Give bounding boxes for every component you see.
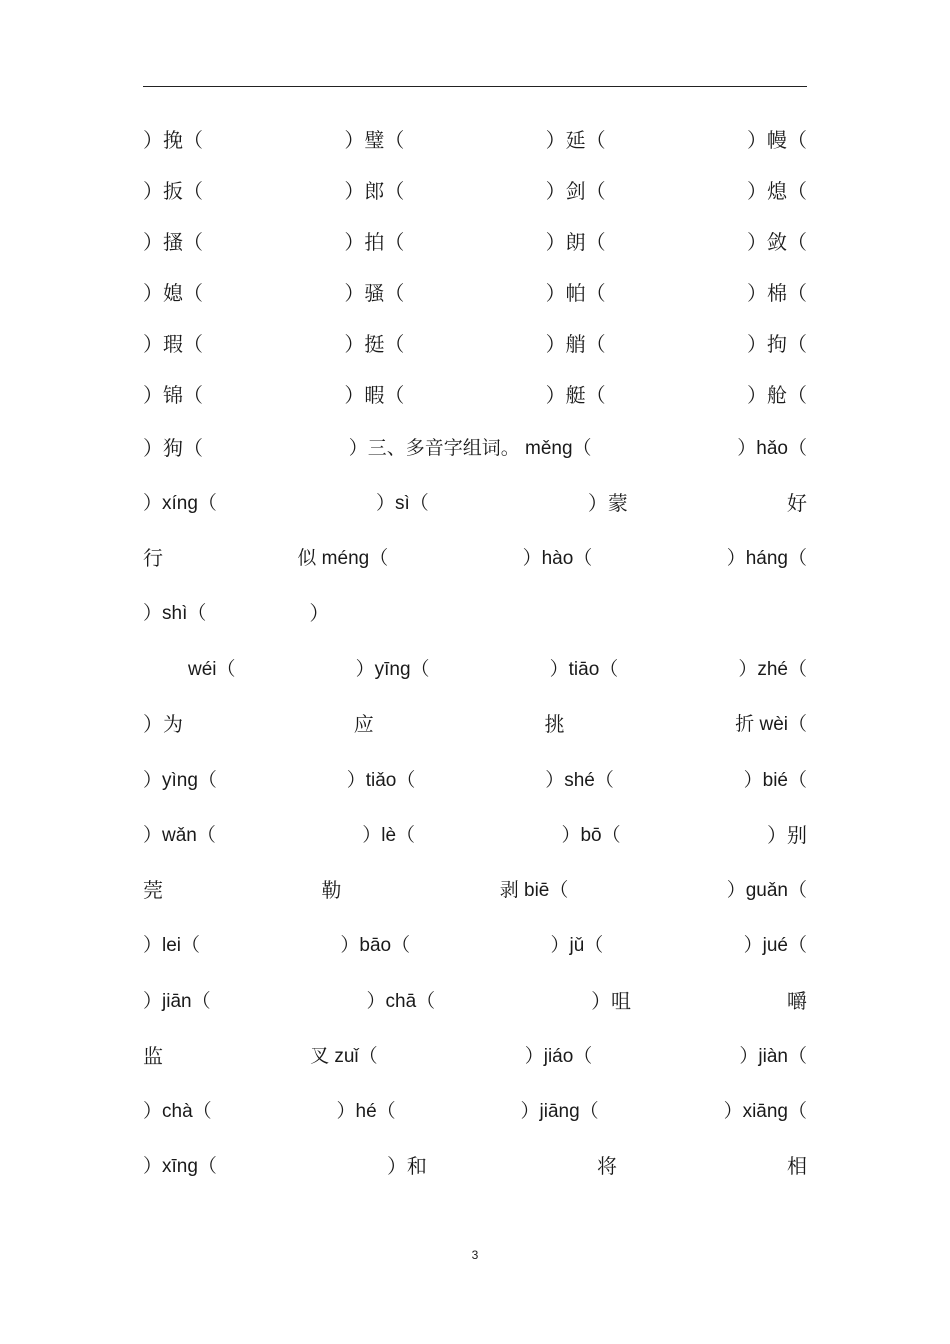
entry: ）zhé（: [738, 658, 807, 680]
entry: ）瑕（: [143, 331, 203, 356]
entry: ）咀: [591, 988, 632, 1013]
entry: ）帕（: [545, 280, 606, 305]
entry: ）郎（: [344, 178, 405, 203]
entry: ）lei（: [143, 934, 201, 956]
entry: ）yīng（: [355, 658, 430, 680]
entry: ）舱（: [746, 382, 807, 407]
entry: ）骚（: [344, 280, 405, 305]
entry: ）bié（: [743, 769, 807, 791]
entry: ）jiáo（: [524, 1045, 593, 1067]
entry: 折 wèi（: [735, 713, 807, 735]
entry: ）jǔ（: [550, 934, 604, 956]
entry: 莞: [143, 877, 163, 902]
entry: ）延（: [545, 127, 606, 152]
entry: ）狗（: [143, 435, 203, 460]
entry: ）璧（: [344, 127, 405, 152]
entry: ）tiǎo（: [346, 769, 416, 791]
entry: ）chà（: [143, 1100, 212, 1122]
text-line-19: [143, 1094, 807, 1124]
entry: ）为: [143, 711, 183, 736]
text-line-2: [143, 174, 807, 204]
text-line-1: [143, 123, 807, 153]
entry: ）háng（: [726, 547, 807, 569]
text-line-8: [143, 486, 807, 516]
entry: ）剑（: [545, 178, 606, 203]
entry: ）jué（: [743, 934, 807, 956]
text-line-15: [143, 873, 807, 903]
text-line-7: [143, 431, 807, 461]
entry: ）hé（: [336, 1100, 396, 1122]
text-line-16: [143, 928, 807, 958]
entry: ）幔（: [746, 127, 807, 152]
entry: ）sì（: [376, 492, 429, 514]
page-number: 3: [471, 1248, 479, 1262]
entry: ）: [309, 600, 330, 625]
text-line-14: [143, 818, 807, 848]
entry: ）lè（: [362, 824, 416, 846]
entry: 挑: [544, 711, 565, 736]
entry: 相: [786, 1153, 807, 1178]
entry: ）暇（: [344, 382, 405, 407]
entry: ）挺（: [344, 331, 405, 356]
text-line-6: [143, 378, 807, 408]
entry: ）yìng（: [143, 769, 217, 791]
entry: 行: [143, 545, 163, 570]
entry: ）chā（: [366, 990, 436, 1012]
text-line-4: [143, 276, 807, 306]
entry: ）别: [766, 822, 807, 847]
text-line-9: [143, 541, 807, 571]
text-line-13: [143, 763, 807, 793]
entry: 叉 zuǐ（: [310, 1045, 378, 1067]
entry: 好: [786, 490, 807, 515]
entry: ）hào（: [522, 547, 593, 569]
entry: ）锦（: [143, 382, 203, 407]
entry: ）tiāo（: [549, 658, 619, 680]
entry: 监: [143, 1043, 163, 1068]
entry: ）艇（: [545, 382, 606, 407]
text-line-17: [143, 984, 807, 1014]
entry: ）搔（: [143, 229, 203, 254]
entry: ）wǎn（: [143, 824, 216, 846]
entry: ）xīng（: [143, 1155, 217, 1177]
entry: ）bāo（: [340, 934, 411, 956]
entry: ）xiāng（: [723, 1100, 807, 1122]
entry: ）shé（: [545, 769, 614, 791]
entry: wéi（: [188, 658, 236, 680]
header-rule: [143, 86, 807, 87]
text-line-5: [143, 327, 807, 357]
text-line-20: [143, 1149, 807, 1179]
entry: ）guǎn（: [726, 879, 807, 901]
entry: ）shì（: [143, 602, 207, 624]
entry: ）朗（: [545, 229, 606, 254]
entry: 嚼: [786, 988, 807, 1013]
entry: ）敛（: [746, 229, 807, 254]
text-line-12: [143, 707, 807, 737]
text-line-11: [188, 652, 807, 682]
entry: ）拘（: [746, 331, 807, 356]
entry: ）熄（: [746, 178, 807, 203]
entry: ）艄（: [545, 331, 606, 356]
text-line-10: [143, 596, 807, 626]
entry: 剥 biē（: [499, 879, 569, 901]
entry: 将: [596, 1153, 617, 1178]
entry: ）拍（: [344, 229, 405, 254]
entry: ）媳（: [143, 280, 203, 305]
entry: ）扳（: [143, 178, 203, 203]
entry: 勒: [321, 877, 342, 902]
section-heading-polyphone: ）三、多音字组词。 měng（: [348, 437, 592, 459]
entry: ）xíng（: [143, 492, 217, 514]
entry: ）蒙: [587, 490, 628, 515]
entry: 应: [353, 711, 374, 736]
entry: ）hǎo（: [737, 437, 807, 459]
entry: ）和: [386, 1153, 427, 1178]
entry: ）jiān（: [143, 990, 211, 1012]
text-line-18: [143, 1039, 807, 1069]
entry: 似 méng（: [297, 547, 389, 569]
entry: ）jiàn（: [739, 1045, 807, 1067]
entry: ）挽（: [143, 127, 203, 152]
entry: ）bō（: [561, 824, 621, 846]
entry: ）棉（: [746, 280, 807, 305]
entry: ）jiāng（: [520, 1100, 599, 1122]
text-line-3: [143, 225, 807, 255]
